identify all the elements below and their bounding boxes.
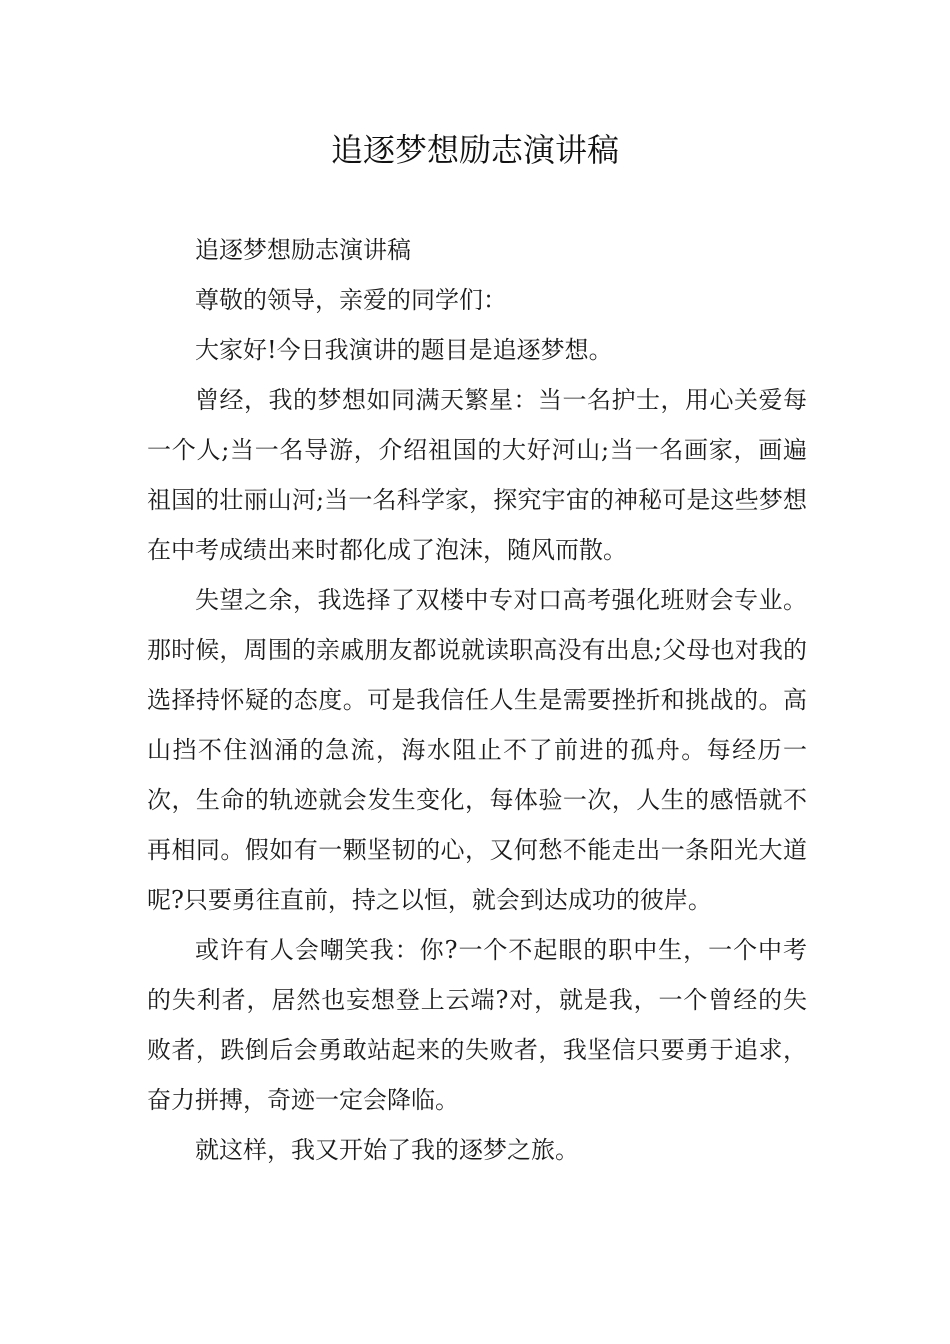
paragraph-journey: 就这样，我又开始了我的逐梦之旅。 (195, 1136, 579, 1164)
paragraph-determination: 或许有人会嘲笑我：你?一个不起眼的职中生，一个中考的失利者，居然也妄想登上云端?对，就是我，一个曾经的失败者，跌倒后会勇敢站起来的失败者，我坚信只要勇于追求，奋力拼搏，奇迹一定会降临。 (147, 936, 807, 1114)
paragraph-greeting: 大家好!今日我演讲的题目是追逐梦想。 (195, 336, 613, 364)
paragraph-dreams: 曾经，我的梦想如同满天繁星：当一名护士，用心关爱每一个人;当一名导游，介绍祖国的大好河山;当一名画家，画遍祖国的壮丽山河;当一名科学家，探究宇宙的神秘可是这些梦想在中考成绩出来时都化成了泡沫，随风而散。 (147, 386, 807, 564)
paragraph-subtitle: 追逐梦想励志演讲稿 (195, 236, 411, 264)
paragraph-choice: 失望之余，我选择了双楼中专对口高考强化班财会专业。那时候，周围的亲戚朋友都说就读职高没有出息;父母也对我的选择持怀疑的态度。可是我信任人生是需要挫折和挑战的。高山挡不住汹涌的急流，海水阻止不了前进的孤舟。每经历一次，生命的轨迹就会发生变化，每体验一次，人生的感悟就不再相同。假如有一颗坚韧的心，又何愁不能走出一条阳光大道呢?只要勇往直前，持之以恒，就会到达成功的彼岸。 (147, 586, 807, 914)
paragraph-salutation: 尊敬的领导，亲爱的同学们： (195, 286, 507, 314)
document-title: 追逐梦想励志演讲稿 (330, 131, 619, 169)
document-body (147, 225, 807, 1175)
